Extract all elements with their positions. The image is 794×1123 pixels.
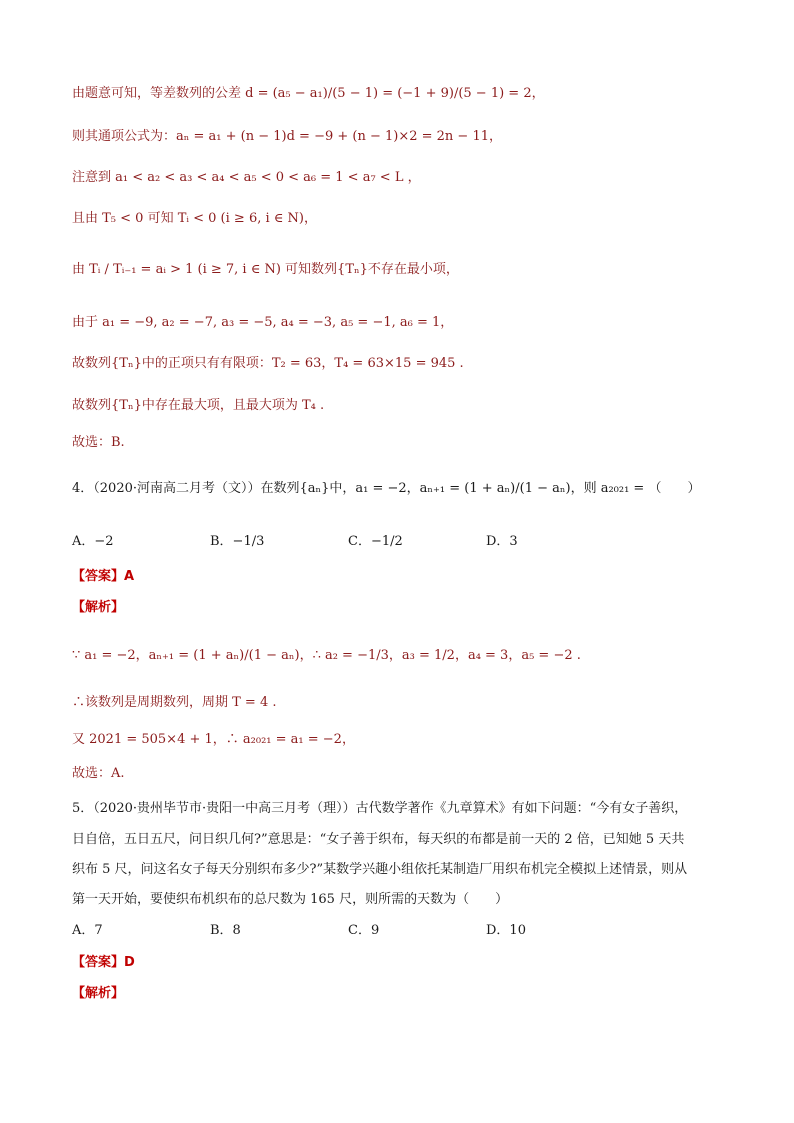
q4-solution-line-4: 故选：A.: [72, 766, 125, 781]
solution-line-2: 则其通项公式为：aₙ = a₁ + (n − 1)d = −9 + (n − 1)×2 = 2n − 11，: [72, 129, 503, 144]
question-5-stem-line-1: 5．（2020·贵州毕节市·贵阳一中高三月考（理））古代数学著作《九章算术》有如下问题：“今有女子善织，: [72, 801, 688, 816]
q5-option-d: D．10: [486, 923, 526, 938]
q4-option-d: D．3: [486, 534, 518, 549]
question-5-stem-line-2: 日自倍，五日五尺，问日织几何?”意思是：“女子善于织布，每天织的布都是前一天的 2 倍，已知她 5 天共: [72, 832, 685, 847]
q4-solution-line-3: 又 2021 = 505×4 + 1，∴ a₂₀₂₁ = a₁ = −2，: [72, 732, 355, 747]
q4-option-c: C．−1/2: [348, 534, 403, 549]
question-4-stem: 4．（2020·河南高二月考（文））在数列{aₙ}中，a₁ = −2，aₙ₊₁ = (1 + aₙ)/(1 − aₙ)，则 a₂₀₂₁ = （ ）: [72, 481, 701, 496]
q5-answer: 【答案】D: [72, 955, 135, 970]
q4-analysis-label: 【解析】: [72, 600, 125, 615]
q4-option-a: A．−2: [72, 534, 114, 549]
solution-line-6: 由于 a₁ = −9, a₂ = −7, a₃ = −5, a₄ = −3, a₅ = −1, a₆ = 1，: [72, 315, 454, 330]
question-5-stem-line-3: 织布 5 尺，问这名女子每天分别织布多少?”某数学兴趣小组依托某制造厂用织布机完全模拟上述情景，则从: [72, 862, 688, 877]
question-5-stem-line-4: 第一天开始，要使织布机织布的总尺数为 165 尺，则所需的天数为（ ）: [72, 892, 509, 907]
q5-option-b: B．8: [210, 923, 241, 938]
q5-option-a: A．7: [72, 923, 103, 938]
solution-line-9: 故选：B.: [72, 435, 125, 450]
q4-answer: 【答案】A: [72, 569, 135, 584]
solution-line-7: 故数列{Tₙ}中的正项只有有限项：T₂ = 63，T₄ = 63×15 = 945 .: [72, 356, 464, 371]
q4-option-b: B．−1/3: [210, 534, 265, 549]
q5-analysis-label: 【解析】: [72, 986, 125, 1001]
q5-option-c: C．9: [348, 923, 380, 938]
solution-line-8: 故数列{Tₙ}中存在最大项，且最大项为 T₄ .: [72, 398, 325, 413]
solution-line-4: 且由 T₅ < 0 可知 Tᵢ < 0 (i ≥ 6, i ∈ N)，: [72, 211, 317, 226]
solution-line-3: 注意到 a₁ < a₂ < a₃ < a₄ < a₅ < 0 < a₆ = 1 < a₇ < L ，: [72, 170, 421, 185]
q4-solution-line-2: ∴该数列是周期数列，周期 T = 4 .: [72, 695, 277, 710]
solution-line-1: 由题意可知，等差数列的公差 d = (a₅ − a₁)/(5 − 1) = (−1 + 9)/(5 − 1) = 2，: [72, 86, 545, 101]
solution-line-5: 由 Tᵢ / Tᵢ₋₁ = aᵢ > 1 (i ≥ 7, i ∈ N) 可知数列{Tₙ}不存在最小项，: [72, 262, 459, 277]
q4-solution-line-1: ∵ a₁ = −2，aₙ₊₁ = (1 + aₙ)/(1 − aₙ)，∴ a₂ = −1/3，a₃ = 1/2，a₄ = 3，a₅ = −2 .: [72, 648, 581, 663]
